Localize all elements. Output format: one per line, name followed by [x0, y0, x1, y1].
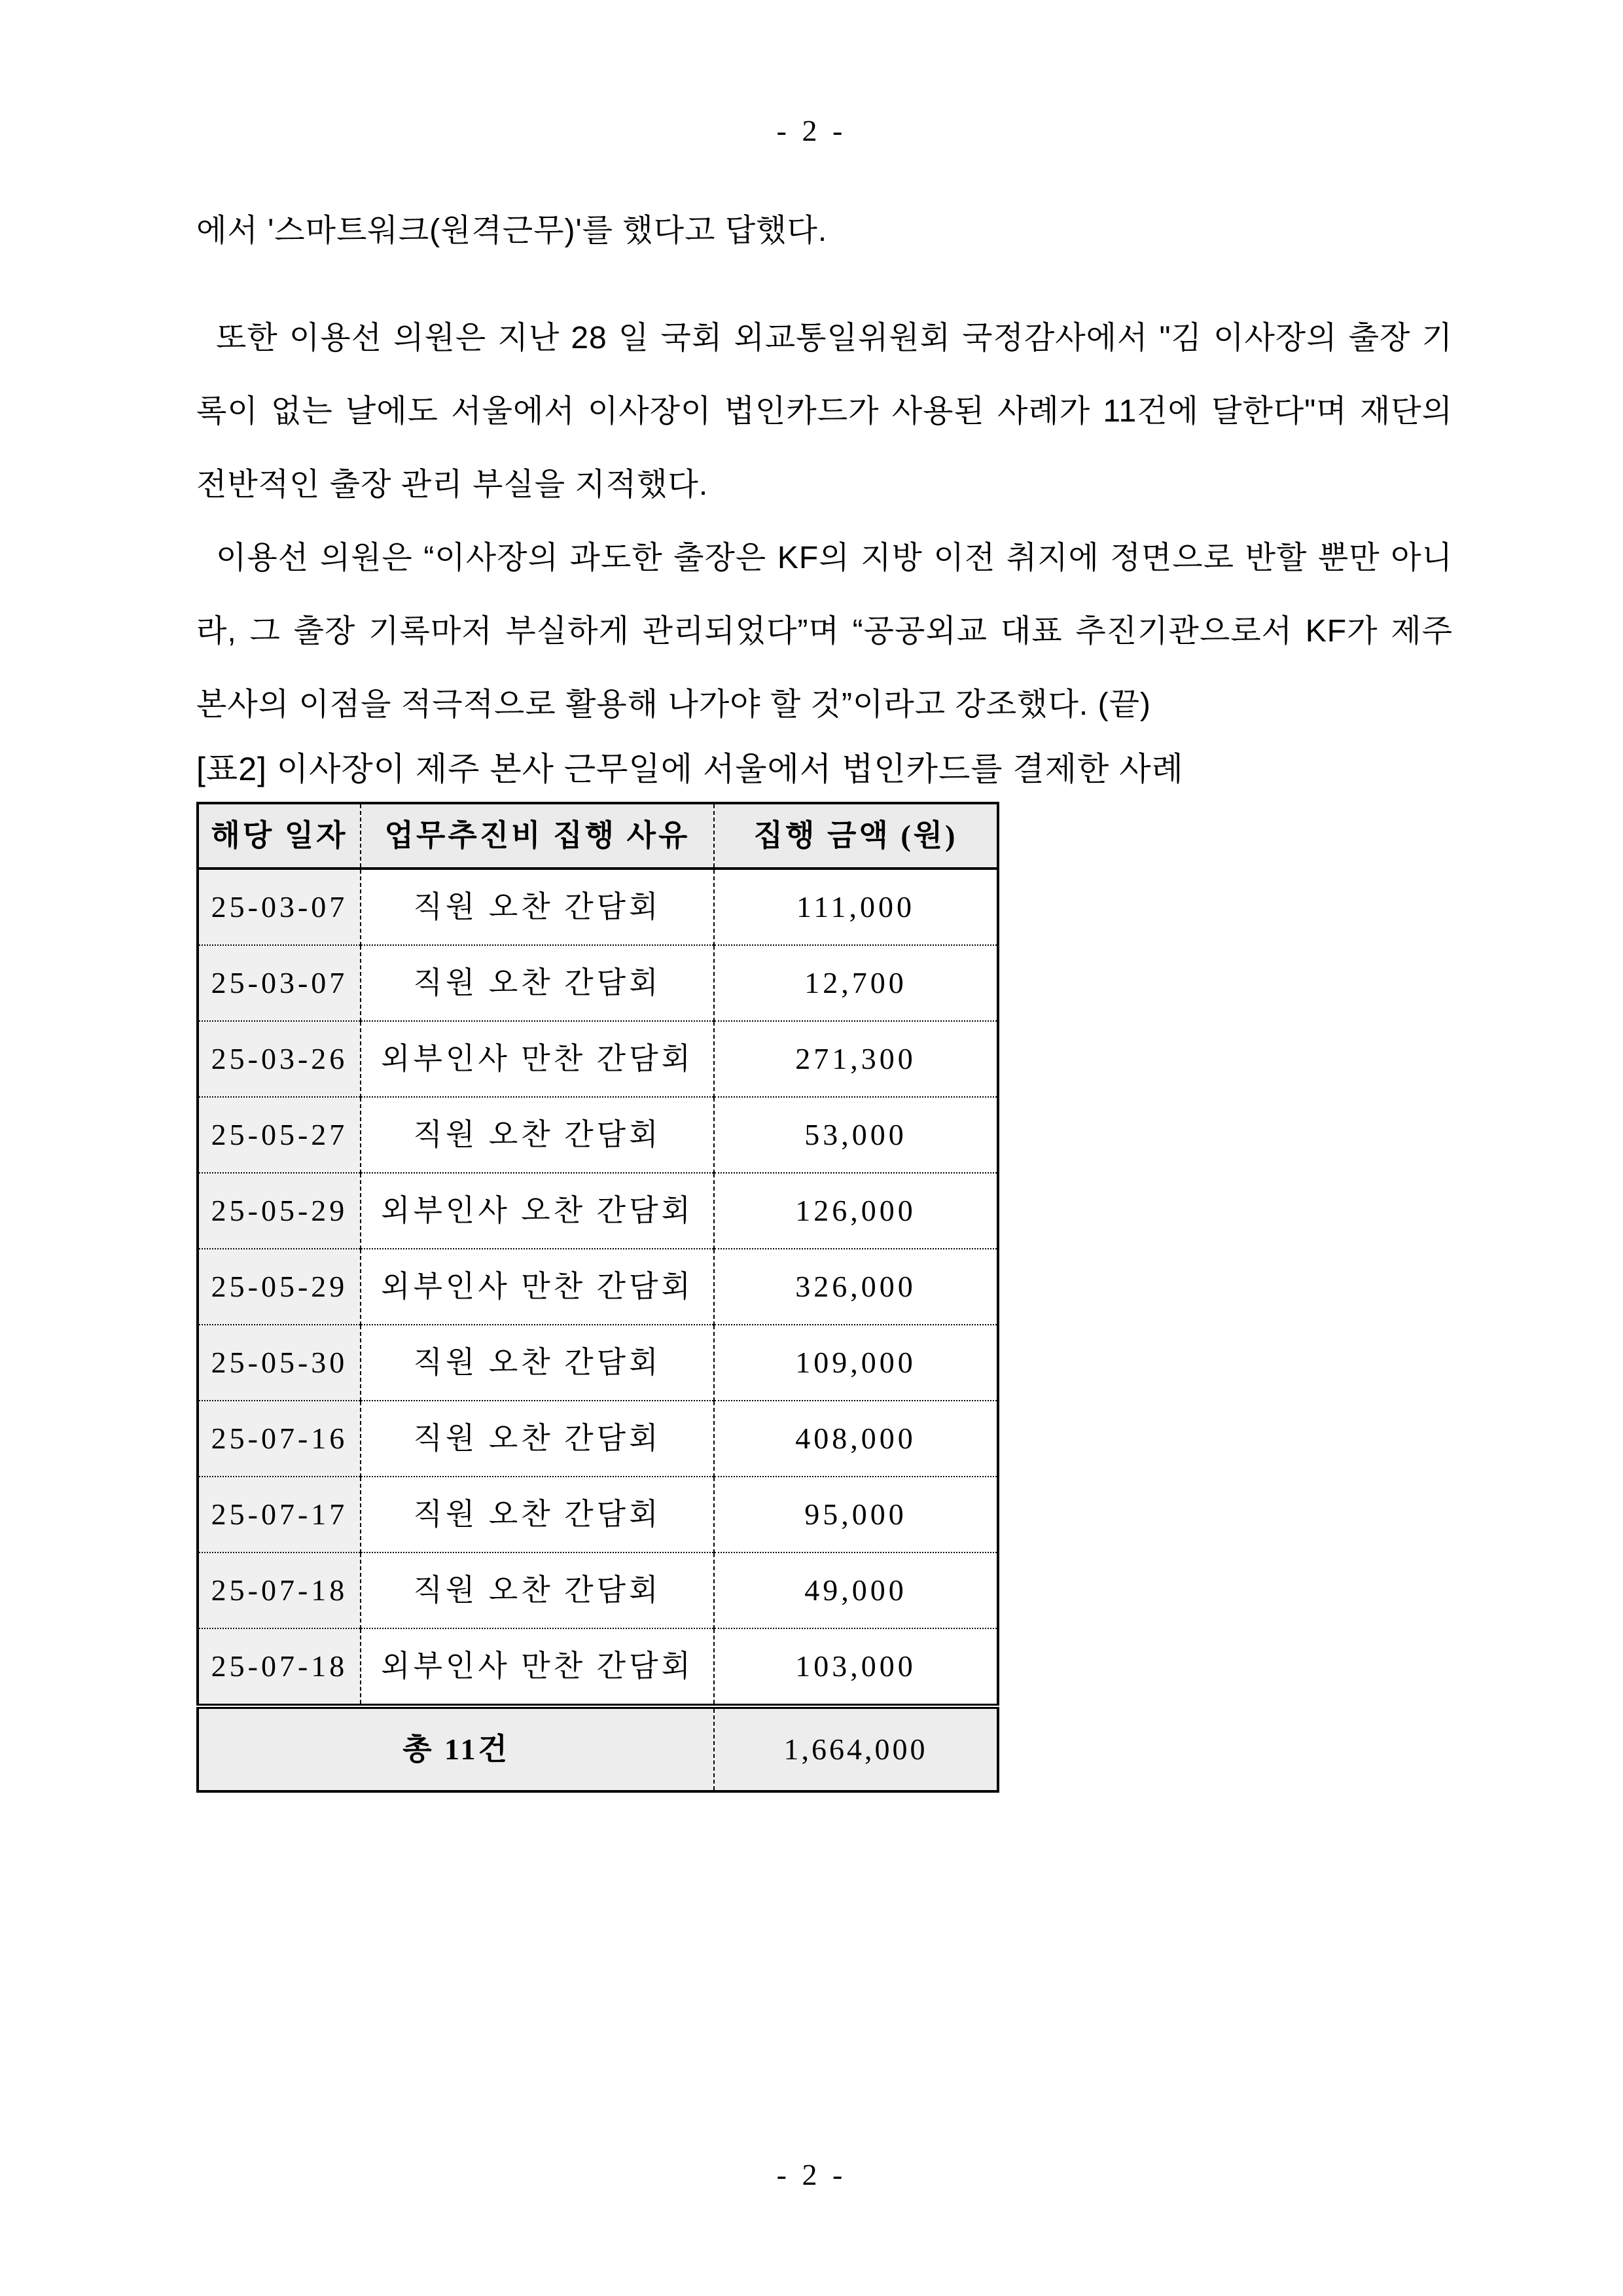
reason-cell: 직원 오찬 간담회 — [361, 945, 714, 1021]
amount-cell: 271,300 — [714, 1021, 998, 1097]
reason-cell: 직원 오찬 간담회 — [361, 869, 714, 945]
reason-cell: 외부인사 만찬 간담회 — [361, 1021, 714, 1097]
paragraph-2: 또한 이용선 의원은 지난 28 일 국회 외교통일위원회 국정감사에서 "김 이사장의 출장 기록이 없는 날에도 서울에서 이사장이 법인카드가 사용된 사례가 11건에 달한다"며 재단의 전반적인 출장 관리 부실을 지적했다. — [196, 321, 1453, 502]
reason-cell: 직원 오찬 간담회 — [361, 1325, 714, 1401]
date-cell: 25-05-27 — [198, 1097, 361, 1173]
date-cell: 25-03-07 — [198, 869, 361, 945]
table-title: [표2] 이사장이 제주 본사 근무일에 서울에서 법인카드를 결제한 사례 — [196, 751, 1184, 787]
paragraph-1: 에서 '스마트워크(원격근무)'를 했다고 답했다. — [196, 213, 828, 248]
reason-cell: 외부인사 만찬 간담회 — [361, 1249, 714, 1325]
table-row — [198, 1173, 998, 1249]
amount-cell: 12,700 — [714, 945, 998, 1021]
table-body — [198, 869, 998, 1706]
date-cell: 25-05-29 — [198, 1173, 361, 1249]
amount-cell: 111,000 — [714, 869, 998, 945]
amount-cell: 49,000 — [714, 1552, 998, 1628]
amount-cell: 53,000 — [714, 1097, 998, 1173]
amount-cell: 103,000 — [714, 1628, 998, 1706]
date-cell: 25-05-30 — [198, 1325, 361, 1401]
table-header-row — [198, 803, 998, 869]
date-cell: 25-05-29 — [198, 1249, 361, 1325]
table-row — [198, 1628, 998, 1706]
reason-cell: 직원 오찬 간담회 — [361, 1097, 714, 1173]
total-label-cell: 총 11건 — [198, 1706, 714, 1791]
reason-cell: 직원 오찬 간담회 — [361, 1401, 714, 1477]
date-cell: 25-07-18 — [198, 1552, 361, 1628]
table-row — [198, 1249, 998, 1325]
amount-cell: 95,000 — [714, 1477, 998, 1552]
expense-table — [196, 802, 999, 1793]
paragraph-3: 이용선 의원은 “이사장의 과도한 출장은 KF의 지방 이전 취지에 정면으로 반할 뿐만 아니라, 그 출장 기록마저 부실하게 관리되었다”며 “공공외교 대표 추진기관으로서 KF가 제주 본사의 이점을 적극적으로 활용해 나가야 할 것”이라고 강조했다. (끝) — [196, 541, 1453, 722]
reason-cell: 외부인사 만찬 간담회 — [361, 1628, 714, 1706]
page-number-bottom: - 2 - — [776, 2158, 847, 2191]
reason-cell: 직원 오찬 간담회 — [361, 1552, 714, 1628]
amount-cell: 408,000 — [714, 1401, 998, 1477]
date-cell: 25-03-26 — [198, 1021, 361, 1097]
header-amount: 집행 금액 (원) — [714, 803, 998, 869]
table-row — [198, 1325, 998, 1401]
date-cell: 25-07-17 — [198, 1477, 361, 1552]
header-reason: 업무추진비 집행 사유 — [361, 803, 714, 869]
date-cell: 25-03-07 — [198, 945, 361, 1021]
amount-cell: 126,000 — [714, 1173, 998, 1249]
date-cell: 25-07-16 — [198, 1401, 361, 1477]
table-row — [198, 1401, 998, 1477]
date-cell: 25-07-18 — [198, 1628, 361, 1706]
amount-cell: 109,000 — [714, 1325, 998, 1401]
total-amount-cell: 1,664,000 — [714, 1706, 998, 1791]
table-row — [198, 945, 998, 1021]
document-body — [196, 194, 1453, 1793]
table-row — [198, 1552, 998, 1628]
amount-cell: 326,000 — [714, 1249, 998, 1325]
table-row — [198, 869, 998, 945]
table-total-row — [198, 1706, 998, 1791]
reason-cell: 직원 오찬 간담회 — [361, 1477, 714, 1552]
header-date: 해당 일자 — [198, 803, 361, 869]
reason-cell: 외부인사 오찬 간담회 — [361, 1173, 714, 1249]
table-row — [198, 1097, 998, 1173]
table-row — [198, 1021, 998, 1097]
table-row — [198, 1477, 998, 1552]
page-number-top: - 2 - — [776, 114, 847, 147]
